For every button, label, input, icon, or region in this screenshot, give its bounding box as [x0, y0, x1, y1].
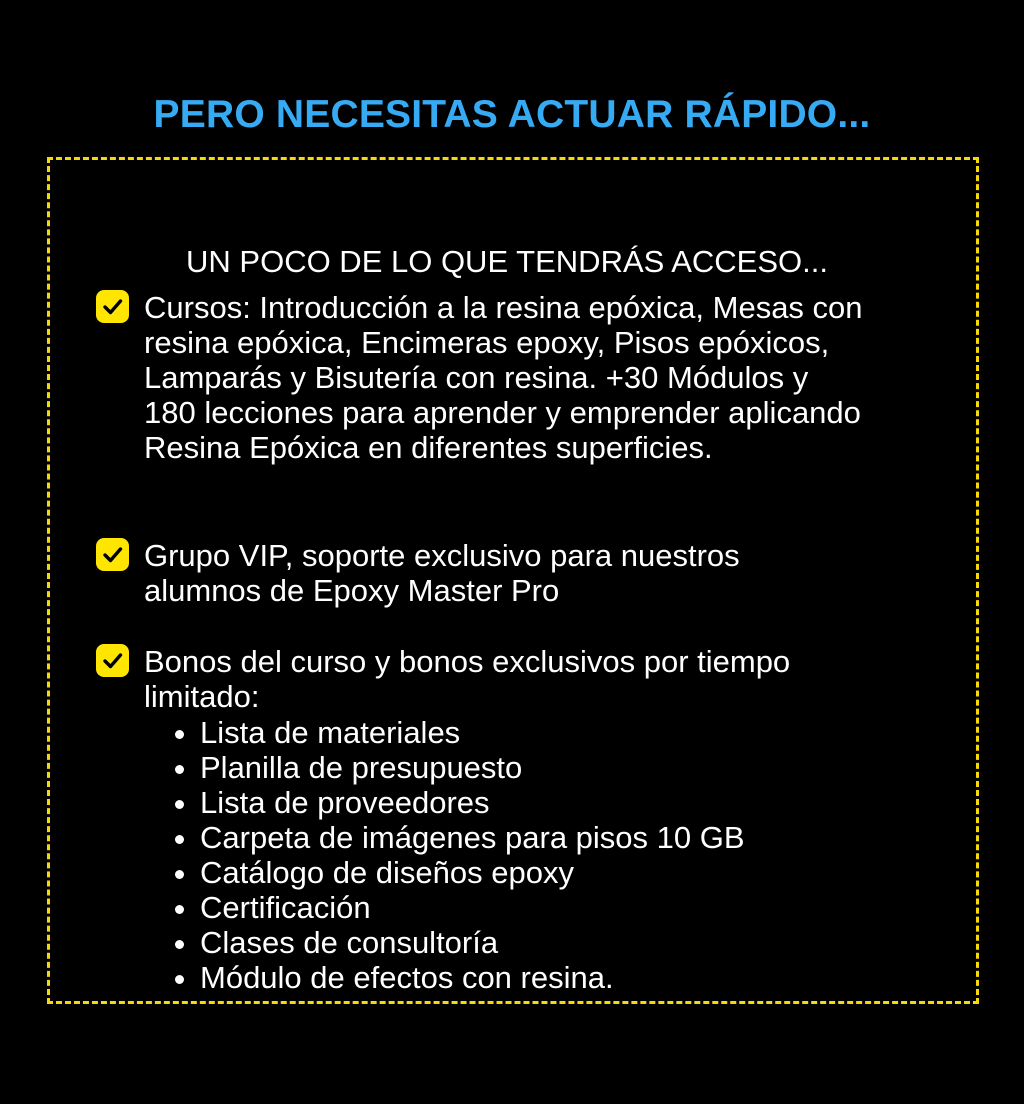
- list-item: Clases de consultoría: [172, 925, 745, 960]
- feature-vip-group-text: Grupo VIP, soporte exclusivo para nuestros alumnos de Epoxy Master Pro: [144, 538, 740, 608]
- list-item: Certificación: [172, 890, 745, 925]
- list-item: Catálogo de diseños epoxy: [172, 855, 745, 890]
- bonus-list: [172, 715, 745, 995]
- feature-courses-text: Cursos: Introducción a la resina epóxica, Mesas con resina epóxica, Encimeras epoxy, Pisos epóxicos, Lamparás y Bisutería con resina. +30 Módulos y 180 lecciones para aprender y emprender aplicando Resina Epóxica en diferentes superficies.: [144, 290, 863, 465]
- list-item: Módulo de efectos con resina.: [172, 960, 745, 995]
- subtitle: UN POCO DE LO QUE TENDRÁS ACCESO...: [186, 244, 828, 279]
- list-item: Lista de proveedores: [172, 785, 745, 820]
- list-item: Lista de materiales: [172, 715, 745, 750]
- check-box-icon: [96, 538, 129, 571]
- list-item: Planilla de presupuesto: [172, 750, 745, 785]
- check-box-icon: [96, 290, 129, 323]
- check-box-icon: [96, 644, 129, 677]
- list-item: Carpeta de imágenes para pisos 10 GB: [172, 820, 745, 855]
- feature-bonuses-text: Bonos del curso y bonos exclusivos por tiempo limitado:: [144, 644, 791, 714]
- headline: PERO NECESITAS ACTUAR RÁPIDO...: [153, 93, 871, 136]
